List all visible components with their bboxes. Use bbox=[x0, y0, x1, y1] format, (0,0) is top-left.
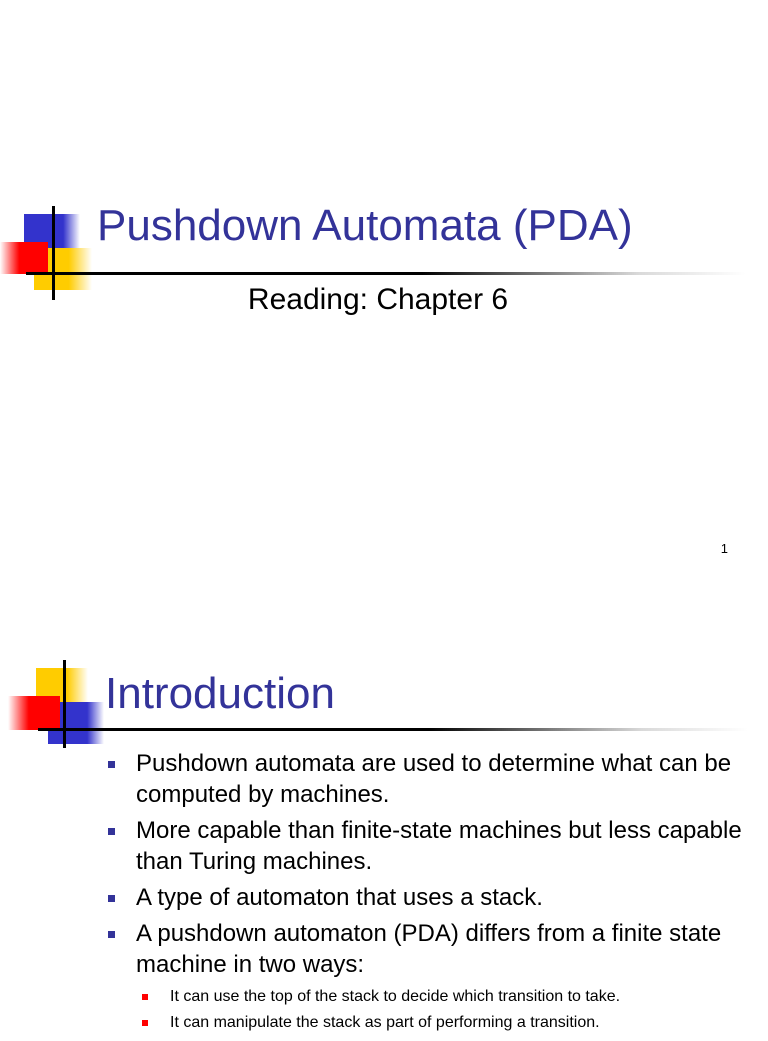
square-bullet-icon bbox=[108, 931, 115, 938]
title-underline bbox=[26, 272, 746, 275]
sub-bullet-text: It can use the top of the stack to decide which transition to take. bbox=[170, 988, 621, 1005]
sub-bullet-item bbox=[136, 984, 745, 1010]
square-bullet-icon bbox=[108, 761, 115, 768]
slide-title: Introduction bbox=[105, 669, 335, 718]
bullet-item bbox=[105, 815, 745, 877]
red-square-bullet-icon bbox=[142, 1020, 148, 1026]
bullet-item bbox=[105, 918, 745, 1036]
sub-bullet-item bbox=[136, 1010, 745, 1036]
slide-introduction bbox=[0, 608, 768, 1031]
bullet-text: A pushdown automaton (PDA) differs from a finite state machine in two ways: bbox=[136, 920, 722, 978]
bullet-text: Pushdown automata are used to determine what can be computed by machines. bbox=[136, 750, 732, 808]
bullet-item bbox=[105, 748, 745, 810]
square-bullet-icon bbox=[108, 828, 115, 835]
sub-bullet-list bbox=[136, 984, 745, 1036]
bullet-text: A type of automaton that uses a stack. bbox=[136, 884, 543, 911]
bullet-text: More capable than finite-state machines but less capable than Turing machines. bbox=[136, 817, 742, 875]
slide-title: Pushdown Automata (PDA) bbox=[97, 201, 633, 250]
red-square-bullet-icon bbox=[142, 994, 148, 1000]
slide-subtitle: Reading: Chapter 6 bbox=[247, 283, 509, 316]
bullet-list bbox=[105, 748, 745, 1041]
title-decoration-graphic bbox=[8, 658, 118, 778]
title-underline bbox=[38, 728, 748, 731]
square-bullet-icon bbox=[108, 895, 115, 902]
bullet-item bbox=[105, 882, 745, 913]
page-number: 1 bbox=[720, 541, 728, 556]
sub-bullet-text: It can manipulate the stack as part of performing a transition. bbox=[170, 1014, 600, 1031]
